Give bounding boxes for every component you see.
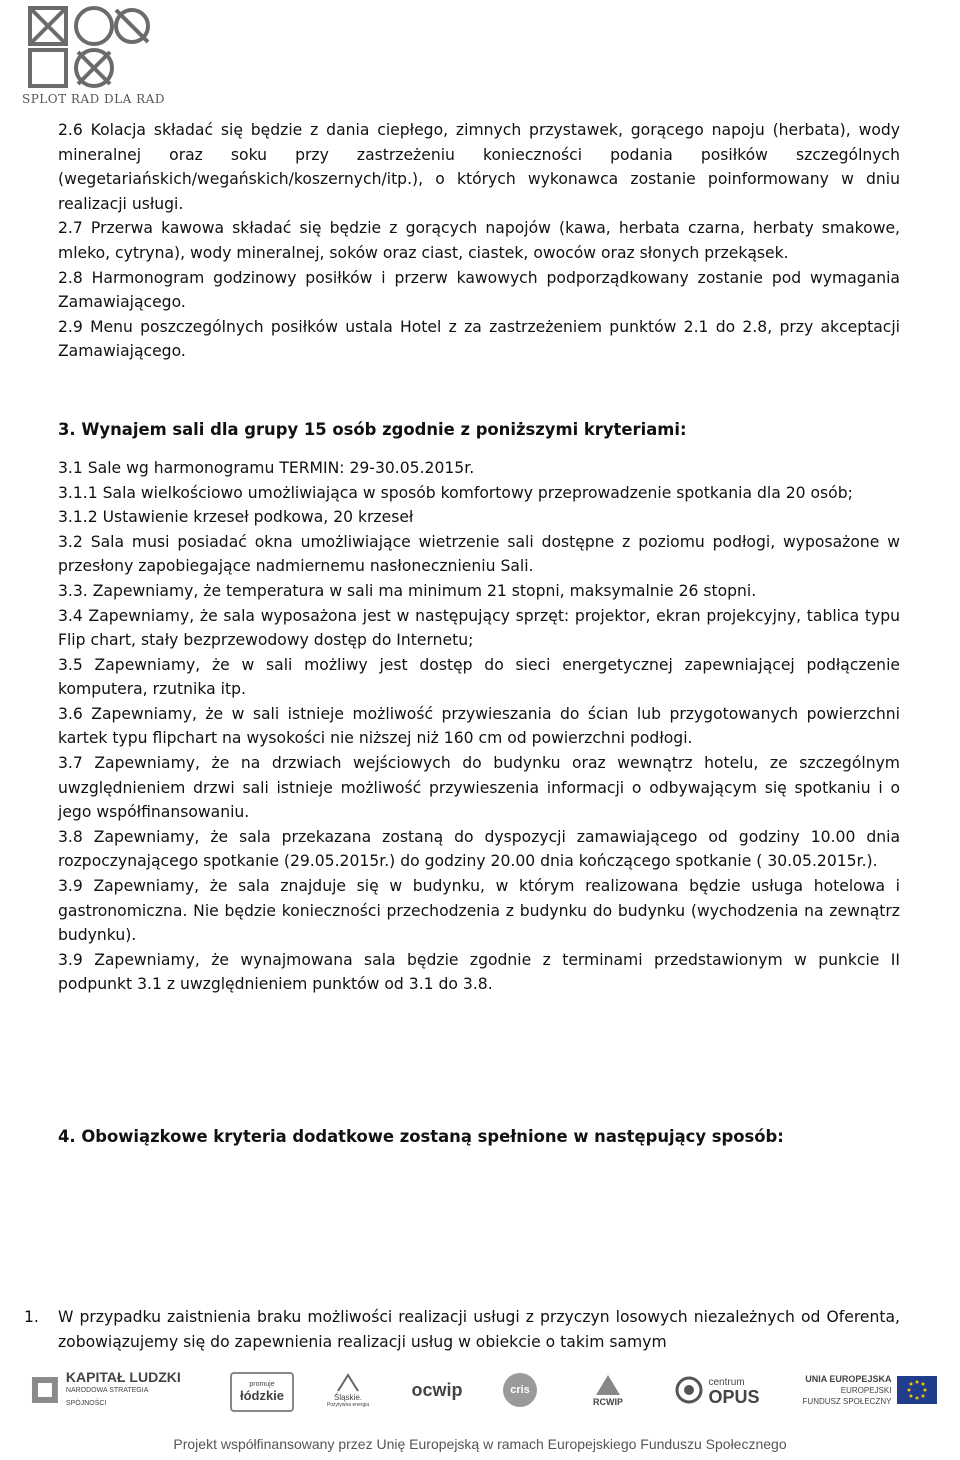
centrum-text: centrum [708, 1377, 745, 1388]
paragraph-2-9: 2.9 Menu poszczególnych posiłków ustala Hotel z za zastrzeżeniem punktów 2.1 do 2.8, przy akceptacji Zamawiającego. [58, 317, 900, 361]
item-3-4: 3.4 Zapewniamy, że sala wyposażona jest w następujący sprzęt: projektor, ekran projekcyjny, tablica typu Flip chart, stały bezprzewodowy dostęp do Internetu; [58, 606, 900, 650]
kapital-subtitle: NARODOWA STRATEGIA SPÓJNOŚCI [65, 1386, 148, 1407]
section-3-heading: 3. Wynajem sali dla grupy 15 osób zgodnie z poniższymi kryteriami: [58, 419, 687, 439]
item-3-9b: 3.9 Zapewniamy, że wynajmowana sala będzie zgodnie z terminami przedstawionym w punkcie II podpunkt 3.1 z uwzględnieniem punktów od 3.1 do 3.8. [58, 950, 900, 994]
paragraph-2-7: 2.7 Przerwa kawowa składać się będzie z gorących napojów (kawa, herbata czarna, herbaty smakowe, mleko, cytryna), wody mineralnej, soków oraz ciast, ciastek, owoców oraz słonych przekąsek. [58, 219, 900, 262]
slaskie-text: Śląskie. [333, 1392, 362, 1402]
slaskie-logo [318, 1368, 378, 1412]
logo-caption: SPLOT RAD DLA RAD [22, 92, 165, 106]
ocwip-logo [402, 1368, 472, 1412]
cris-logo [496, 1368, 544, 1412]
ocwip-text: ocwip [411, 1379, 463, 1400]
item-3-1: 3.1 Sale wg harmonogramu TERMIN: 29-30.05.2015r. [58, 458, 475, 477]
item-3-5: 3.5 Zapewniamy, że w sali możliwy jest dostęp do sieci energetycznej zapewniającej podłączenie komputera, rzutnika itp. [58, 655, 900, 699]
item-3-7: 3.7 Zapewniamy, że na drzwiach wejściowych do budynku oraz wewnątrz hotelu, ze szczególnym uwzględnieniem drzwi sali istnieje możliwość przywieszenia informacji o odbywającym się spotkaniu i o jego współfinansowaniu. [58, 754, 900, 822]
ue-title: UNIA EUROPEJSKA [805, 1373, 892, 1384]
kapital-ludzki-logo [30, 1368, 190, 1412]
list-number: 1. [24, 1308, 39, 1326]
item-3-1-2: 3.1.2 Ustawienie krzeseł podkowa, 20 krzeseł [58, 508, 414, 527]
eu-flag-icon [897, 1376, 937, 1404]
lodzkie-logo [230, 1372, 294, 1412]
list-text: W przypadku zaistnienia braku możliwości realizacji usługi z przyczyn losowych niezależnych od Oferenta, zobowiązujemy się do zapewnienia realizacji usług w obiekcie o takim samym [58, 1308, 900, 1351]
rcwip-logo [578, 1368, 638, 1412]
footer-caption: Projekt współfinansowany przez Unię Europejską w ramach Europejskiego Funduszu Społecznego [173, 1436, 787, 1452]
ue-sub2: FUNDUSZ SPOŁECZNY [802, 1396, 892, 1406]
cris-text: cris [510, 1384, 530, 1396]
kapital-title: KAPITAŁ LUDZKI [65, 1368, 181, 1385]
lodzkie-text: łódzkie [239, 1388, 285, 1403]
paragraph-2-8: 2.8 Harmonogram godzinowy posiłków i przerw kawowych podporządkowany zostanie pod wymagania Zamawiającego. [58, 268, 900, 312]
section-4-heading: 4. Obowiązkowe kryteria dodatkowe zostaną spełnione w następujący sposób: [58, 1127, 784, 1146]
list-item [24, 1305, 900, 1354]
rcwip-text: RCWIP [593, 1397, 623, 1407]
kapital-ludzki-icon [30, 1375, 60, 1405]
item-3-6: 3.6 Zapewniamy, że w sali istnieje możliwość przywieszania do ścian lub przygotowanych powierzchni kartek typu flipchart na wysokości nie niższej niż 160 cm od powierzchni podłogi. [58, 704, 900, 748]
opus-text: OPUS [708, 1387, 760, 1407]
item-3-1-1: 3.1.1 Sala wielkościowo umożliwiająca w sposób komfortowy przeprowadzenie spotkania dla 20 osób; [58, 483, 853, 502]
ue-sub1: EUROPEJSKI [840, 1385, 892, 1395]
lodzkie-top: promuje [249, 1381, 275, 1388]
splot-logo-graphic [22, 4, 162, 94]
item-3-2: 3.2 Sala musi posiadać okna umożliwiające wietrzenie sali dostępne z poziomu podłogi, wyposażone w przesłony zapobiegające nadmiernemu nasłonecznieniu Sali. [58, 532, 900, 576]
item-3-3: 3.3. Zapewniamy, że temperatura w sali ma minimum 21 stopni, maksymalnie 26 stopni. [58, 581, 757, 600]
item-3-9a: 3.9 Zapewniamy, że sala znajduje się w budynku, w którym realizowana będzie usługa hotelowa i gastronomiczna. Nie będzie konieczności przechodzenia z budynku do budynku (wychodzenia na zewnątrz budynku). [58, 877, 900, 945]
item-3-8: 3.8 Zapewniamy, że sala przekazana zostaną do dyspozycji zamawiającego od godziny 10.00 dnia rozpoczynającego spotkanie (29.05.2015r.) do godziny 20.00 dnia kończącego spotkanie ( 30.05.2015r.). [58, 827, 900, 871]
document-body [58, 118, 900, 1149]
slaskie-icon [336, 1373, 360, 1393]
eu-efs-logo [800, 1368, 940, 1412]
centrum-opus-logo [672, 1368, 762, 1412]
rcwip-icon [594, 1373, 622, 1397]
opus-icon [674, 1375, 704, 1405]
footer-logos [0, 1360, 960, 1430]
paragraph-2-6: 2.6 Kolacja składać się będzie z dania ciepłego, zimnych przystawek, gorącego napoju (herbata), wody mineralnej oraz soku przy zastrzeżeniu konieczności podania posiłków szczególnych (wegetariańskich/wegańskich/koszernych/itp.), o których wykonawca zostanie poinformowany w dniu realizacji usługi. [58, 121, 900, 213]
slaskie-subtitle: Pozytywna energia [326, 1401, 370, 1408]
